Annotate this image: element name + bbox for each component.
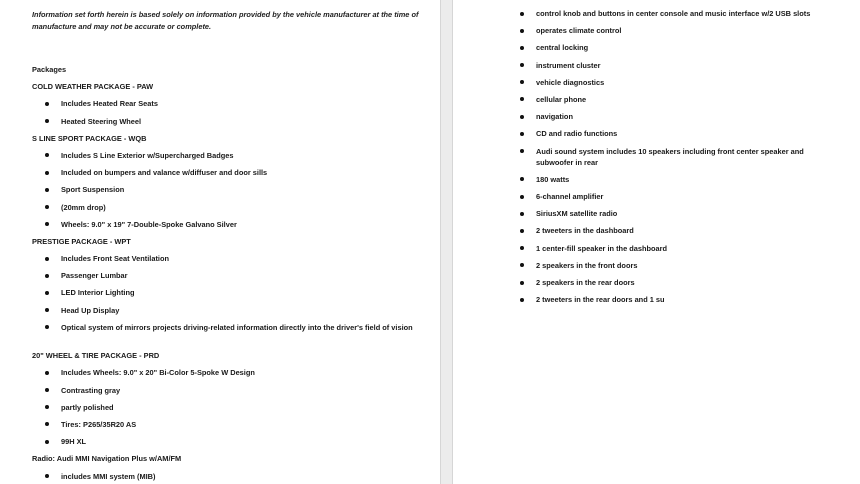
list-item: SiriusXM satellite radio [518,208,838,225]
package-items [32,367,432,453]
list-item: Includes Heated Rear Seats [32,98,432,115]
bullet-icon [45,474,49,478]
list-item: Audi sound system includes 10 speakers including front center speaker and subwoofer in rear [518,146,838,174]
list-item: Contrasting gray [32,385,432,402]
list-item: 2 tweeters in the dashboard [518,225,838,242]
bullet-icon [45,153,49,157]
bullet-icon [45,388,49,392]
bullet-icon [45,257,49,261]
bullet-icon [45,371,49,375]
list-item: control knob and buttons in center console and music interface w/2 USB slots [518,8,838,25]
bullet-icon [45,205,49,209]
package-items [32,253,432,350]
bullet-icon [520,195,524,199]
bullet-icon [45,222,49,226]
bullet-icon [520,12,524,16]
bullet-icon [45,188,49,192]
list-item: includes MMI system (MIB) [32,471,432,484]
list-item: instrument cluster [518,60,838,77]
list-item: Included on bumpers and valance w/diffuser and door sills [32,167,432,184]
list-item: Optical system of mirrors projects driving-related information directly into the driver's field of vision [32,322,432,350]
bullet-icon [520,263,524,267]
list-item: Head Up Display [32,305,432,322]
bullet-icon [45,422,49,426]
bullet-icon [45,291,49,295]
package-title: S LINE SPORT PACKAGE - WQB [32,133,147,143]
list-item: operates climate control [518,25,838,42]
bullet-icon [520,177,524,181]
list-item: 2 speakers in the front doors [518,260,838,277]
list-item: (20mm drop) [32,202,432,219]
list-item: Passenger Lumbar [32,270,432,287]
bullet-icon [520,63,524,67]
bullet-icon [45,171,49,175]
list-item: Heated Steering Wheel [32,116,432,133]
list-item: vehicle diagnostics [518,77,838,94]
bullet-icon [520,149,524,153]
list-item: 2 tweeters in the rear doors and 1 su [518,294,838,311]
bullet-icon [45,119,49,123]
list-item: Tires: P265/35R20 AS [32,419,432,436]
list-item: 1 center-fill speaker in the dashboard [518,243,838,260]
list-item: CD and radio functions [518,128,838,145]
list-item: Includes Wheels: 9.0" x 20" Bi-Color 5-Spoke W Design [32,367,432,384]
feature-items [518,8,838,311]
bullet-icon [45,102,49,106]
bullet-icon [520,97,524,101]
bullet-icon [520,281,524,285]
package-items [32,150,432,236]
bullet-icon [45,440,49,444]
list-item: Includes S Line Exterior w/Supercharged Badges [32,150,432,167]
bullet-icon [520,46,524,50]
list-item: navigation [518,111,838,128]
package-title: PRESTIGE PACKAGE - WPT [32,236,131,246]
list-item: Sport Suspension [32,184,432,201]
list-item: 99H XL [32,436,432,453]
disclaimer-text: Information set forth herein is based solely on information provided by the vehicle manufacturer at the time of manufacture and may not be accurate or complete. [32,10,419,31]
bullet-icon [520,298,524,302]
bullet-icon [520,212,524,216]
radio-features-list [518,8,838,311]
bullet-icon [520,80,524,84]
bullet-icon [45,405,49,409]
bullet-icon [520,229,524,233]
list-item: central locking [518,42,838,59]
package-title: Radio: Audi MMI Navigation Plus w/AM/FM [32,454,182,464]
package-items [32,98,432,132]
list-item: 180 watts [518,174,838,191]
document-page-right [452,0,860,484]
package-items [32,471,432,484]
list-item: Includes Front Seat Ventilation [32,253,432,270]
section-label: Packages [32,65,67,74]
package-title: COLD WEATHER PACKAGE - PAW [32,82,154,92]
bullet-icon [520,132,524,136]
bullet-icon [45,308,49,312]
list-item: cellular phone [518,94,838,111]
package-title: 20" WHEEL & TIRE PACKAGE - PRD [32,351,160,361]
list-item: LED Interior Lighting [32,287,432,304]
list-item: Wheels: 9.0" x 19" 7-Double-Spoke Galvano Silver [32,219,432,236]
bullet-icon [45,325,49,329]
list-item: 6-channel amplifier [518,191,838,208]
bullet-icon [520,115,524,119]
list-item: 2 speakers in the rear doors [518,277,838,294]
bullet-icon [45,274,49,278]
list-item: partly polished [32,402,432,419]
packages-section [32,64,432,484]
bullet-icon [520,29,524,33]
bullet-icon [520,246,524,250]
